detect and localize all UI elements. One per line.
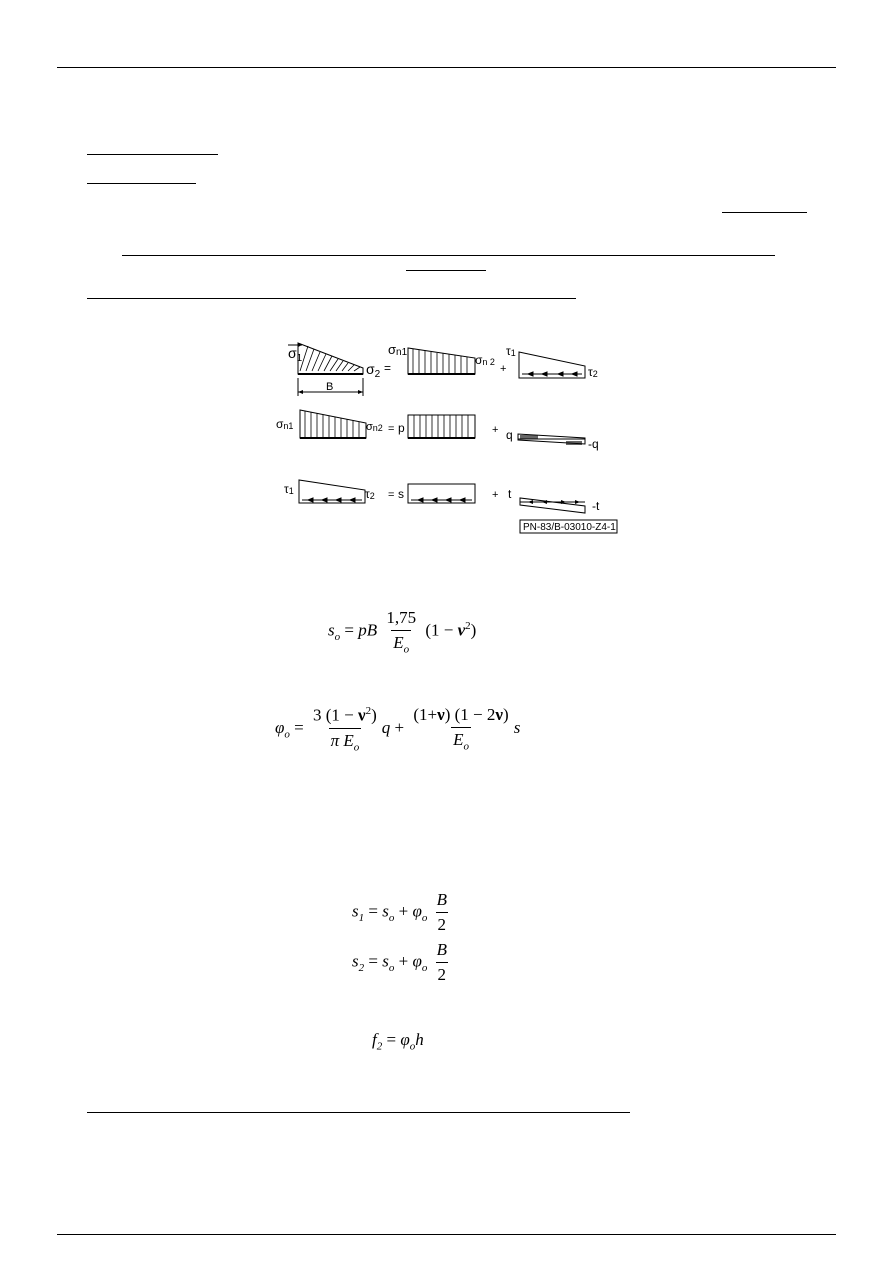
t-label: t: [508, 487, 512, 501]
formula-rotation: $\varphi_o$ = $\frac{3 (1 - \nu^2)}{\pi E_o}$ q + $\frac{(1+\nu) (1 - 2\nu)}{E_o}$ s: [275, 705, 521, 754]
uniform-p-block: [408, 415, 475, 438]
header-rule: [57, 67, 836, 68]
sigma-n1-label: σn1: [388, 342, 408, 358]
text-line-2: [87, 183, 196, 184]
equals-sign-3: =: [388, 489, 395, 501]
plus-sign-2: +: [492, 424, 499, 436]
fraction-4: $\frac{B}{2}$: [436, 940, 447, 984]
neg-q-label: -q: [588, 437, 599, 451]
plus-sign: +: [500, 363, 507, 375]
figure-code-label: PN-83/B-03010-Z4-1: [523, 522, 616, 533]
formula-f2: $f_2 = \varphi_oh$: [372, 1030, 424, 1053]
tau1-label-3: τ1: [284, 482, 294, 496]
tau1-label: τ1: [506, 344, 516, 358]
text-line-3: [722, 212, 807, 213]
sigma-n-block-2: [300, 410, 366, 438]
text-line-1: [87, 154, 218, 155]
tau2-label-3: τ2: [365, 487, 375, 501]
sigma-n-block: [408, 348, 475, 374]
sigma1-label: $\sigma_1$: [288, 345, 303, 364]
figure-row-2: [276, 410, 599, 451]
text-line-4: [122, 255, 775, 256]
width-label: B: [326, 381, 334, 393]
formula-s2: $s_2 = s_o + \varphi_o$ $\frac{B}{2}$: [352, 940, 447, 984]
figure-row-3: [284, 480, 600, 513]
formula-s1: $s_1 = s_o + \varphi_o$ $\frac{B}{2}$: [352, 890, 447, 934]
fraction-2a: $\frac{3 (1 - \nu^2)}{\pi E_o}$: [313, 705, 377, 754]
figure-row-1: [288, 342, 598, 396]
fraction-2b: $\frac{(1+\nu) (1 - 2\nu)}{E_o}$: [413, 705, 509, 753]
text-line-6: [87, 298, 576, 299]
neg-t-label: -t: [592, 499, 600, 513]
equals-sign-2: =: [388, 423, 395, 435]
fraction-1: $\frac{1,75}{E_o}$: [386, 608, 417, 656]
sigma-n2-label: σn 2: [475, 353, 495, 367]
sigma-n1-label-2: σn1: [276, 417, 294, 431]
fraction-3: $\frac{B}{2}$: [436, 890, 447, 934]
text-line-5: [406, 270, 486, 271]
tau2-label: τ2: [588, 365, 598, 379]
q-label: q: [506, 428, 513, 442]
s-label: s: [398, 487, 404, 501]
sigma2-label: $\sigma_2$: [366, 361, 381, 380]
formula-settlement: $s_o$ = pB $\frac{1,75}{E_o}$ $(1 - \nu^2)$: [328, 608, 477, 656]
equals-sign: =: [384, 361, 392, 375]
text-line-7: [87, 1112, 630, 1113]
p-label: p: [398, 421, 405, 435]
sigma-n2-label-2: σn2: [366, 421, 383, 433]
load-decomposition-figure: [270, 338, 630, 538]
plus-sign-3: +: [492, 489, 499, 501]
footer-rule: [57, 1234, 836, 1235]
